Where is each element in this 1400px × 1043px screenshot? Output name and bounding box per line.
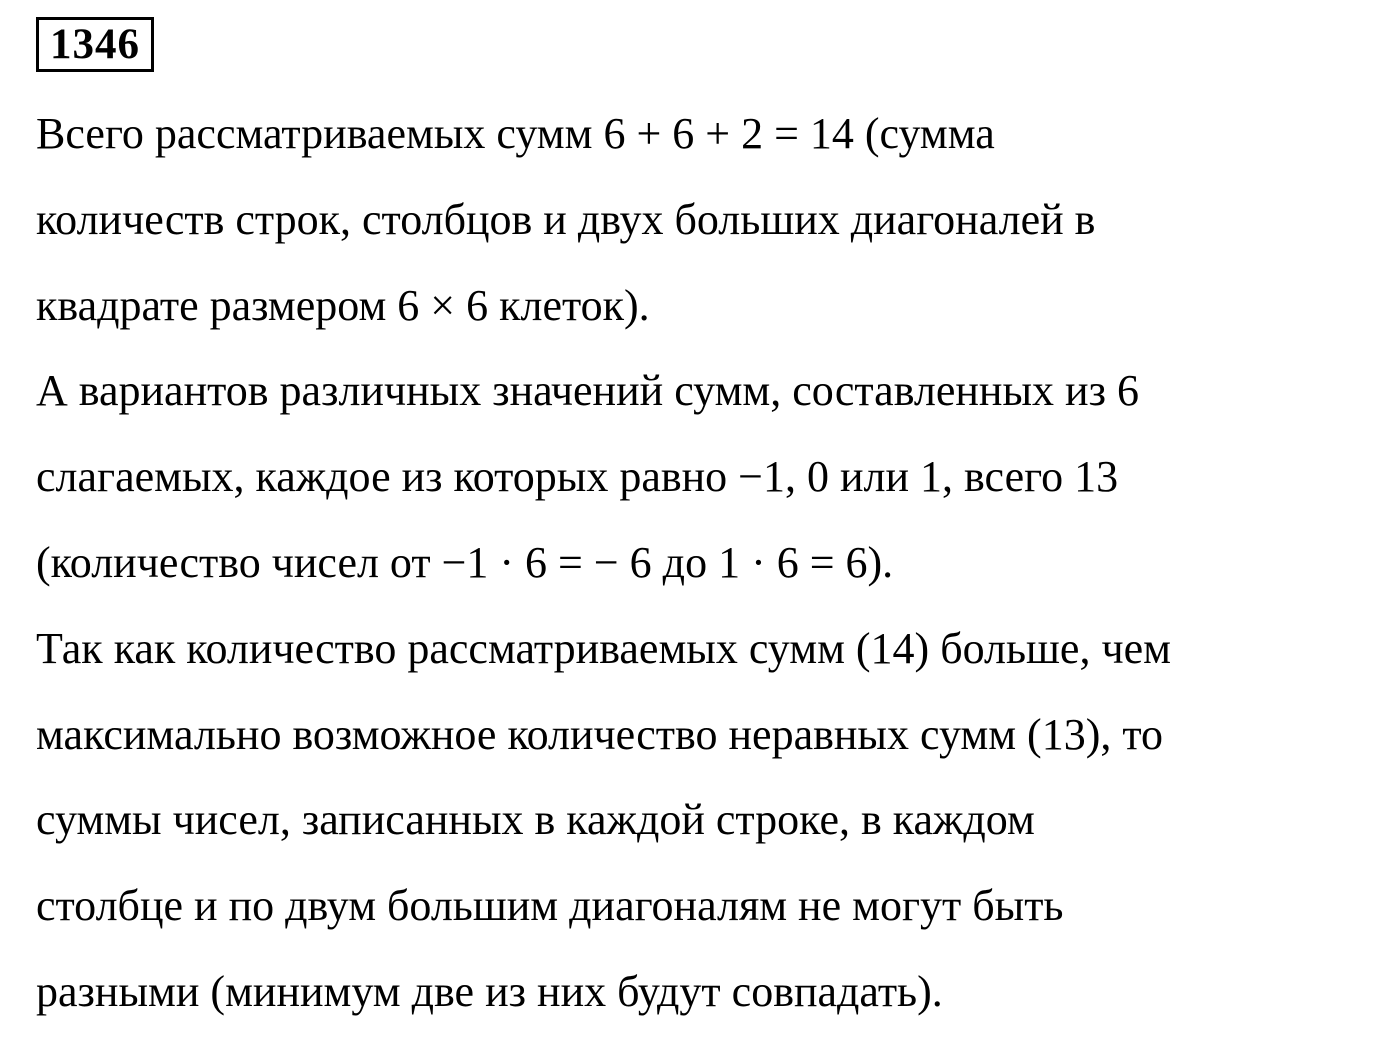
solution-line: квадрате размером 6 × 6 клеток).: [36, 280, 650, 330]
solution-text: [36, 91, 1376, 1035]
solution-line: количеств строк, столбцов и двух больших диагоналей в: [36, 194, 1096, 244]
problem-number-box: [36, 17, 154, 72]
solution-line: разными (минимум две из них будут совпадать).: [36, 966, 943, 1016]
solution-line: максимально возможное количество неравных сумм (13), то: [36, 709, 1164, 759]
solution-line: Всего рассматриваемых сумм 6 + 6 + 2 = 14 (сумма: [36, 109, 995, 158]
solution-line: (количество чисел от −1 · 6 = − 6 до 1 · 6 = 6).: [36, 537, 894, 587]
solution-line: слагаемых, каждое из которых равно −1, 0 или 1, всего 13: [36, 452, 1119, 502]
solution-line: Так как количество рассматриваемых сумм (14) больше, чем: [36, 623, 1171, 673]
solution-line: суммы чисел, записанных в каждой строке, в каждом: [36, 795, 1035, 845]
solution-line: А вариантов различных значений сумм, составленных из 6: [36, 366, 1139, 416]
problem-number: 1346: [50, 21, 140, 68]
solution-line: столбце и по двум большим диагоналям не могут быть: [36, 881, 1064, 931]
